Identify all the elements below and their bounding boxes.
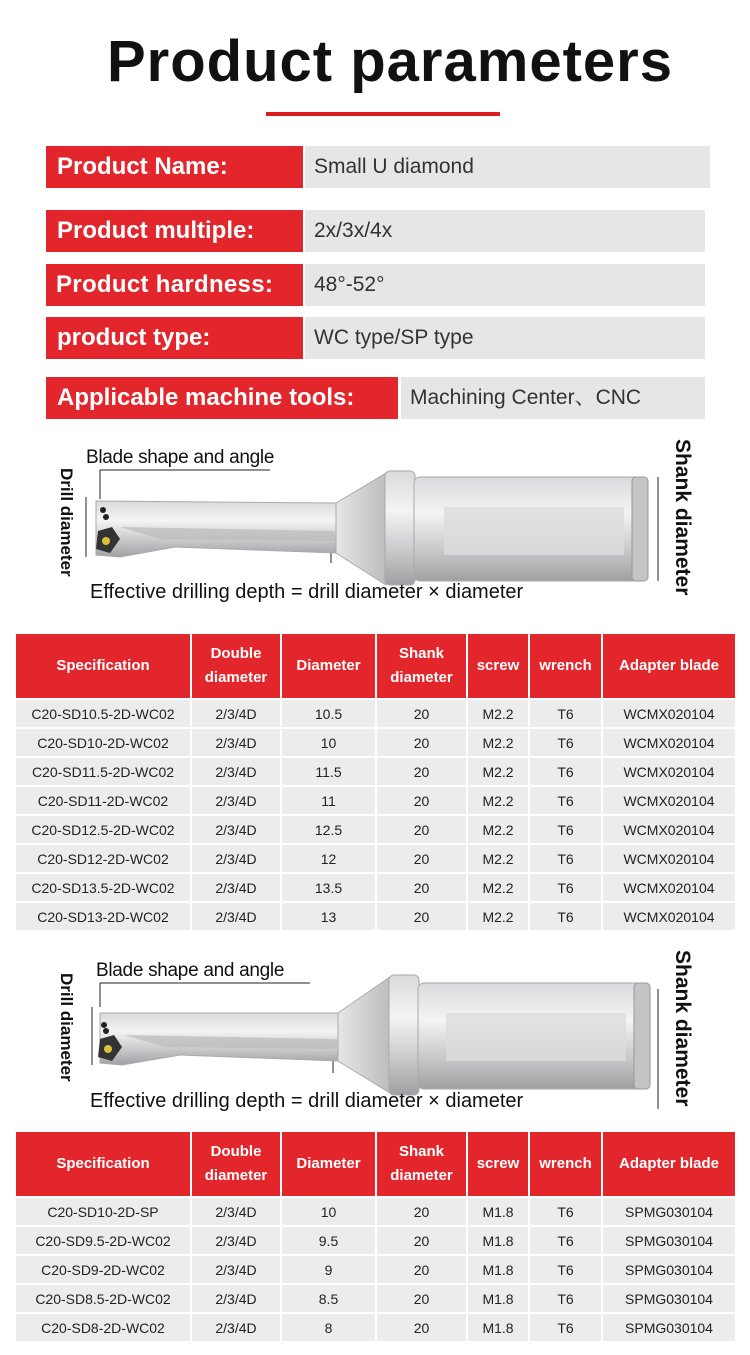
col-double-diameter: Double diameter [192,1132,282,1196]
param-label: Product Name: [46,146,303,188]
page-title: Product parameters [107,29,673,94]
param-value: Small U diamond [305,146,710,188]
param-label: Product hardness: [46,264,303,306]
table-row: C20-SD10-2D-WC02 2/3/4D 10 20 M2.2 T6 WCMX020104 [16,727,735,756]
table-row: C20-SD11-2D-WC02 2/3/4D 11 20 M2.2 T6 WCMX020104 [16,785,735,814]
param-value: 48°-52° [305,264,705,306]
spec-table-wc [16,634,735,930]
col-specification: Specification [16,634,192,698]
shank-diameter-label: Shank diameter [671,950,694,1107]
table-row: C20-SD12.5-2D-WC02 2/3/4D 12.5 20 M2.2 T6 WCMX020104 [16,814,735,843]
blade-shape-label: Blade shape and angle [96,960,285,981]
table-row: C20-SD9-2D-WC02 2/3/4D 9 20 M1.8 T6 SPMG030104 [16,1254,735,1283]
col-wrench: wrench [530,1132,603,1196]
drill-diameter-label: Drill diameter [57,973,76,1082]
col-shank-diameter: Shank diameter [377,1132,468,1196]
param-row-type [46,317,705,359]
table-row: C20-SD8.5-2D-WC02 2/3/4D 8.5 20 M1.8 T6 SPMG030104 [16,1283,735,1312]
col-diameter: Diameter [282,1132,377,1196]
drilling-depth-label: Effective drilling depth = drill diameter × diameter [90,581,524,603]
table-row: C20-SD8-2D-WC02 2/3/4D 8 20 M1.8 T6 SPMG030104 [16,1312,735,1341]
col-adapter-blade: Adapter blade [603,634,735,698]
col-wrench: wrench [530,634,603,698]
col-shank-diameter: Shank diameter [377,634,468,698]
blade-shape-label: Blade shape and angle [86,447,275,468]
spec-table-sp [16,1132,735,1341]
drilling-depth-label: Effective drilling depth = drill diameter × diameter [90,1090,524,1112]
drill-diameter-label: Drill diameter [57,468,76,577]
param-row-name [46,146,710,188]
drill-diagram-1 [0,435,750,615]
col-specification: Specification [16,1132,192,1196]
table-row: C20-SD10-2D-SP 2/3/4D 10 20 M1.8 T6 SPMG030104 [16,1196,735,1225]
table-header-row [16,634,735,698]
drill-diagram-2 [0,945,750,1125]
table-row: C20-SD13-2D-WC02 2/3/4D 13 20 M2.2 T6 WCMX020104 [16,901,735,930]
table-row: C20-SD13.5-2D-WC02 2/3/4D 13.5 20 M2.2 T6 WCMX020104 [16,872,735,901]
table-row: C20-SD9.5-2D-WC02 2/3/4D 9.5 20 M1.8 T6 SPMG030104 [16,1225,735,1254]
param-row-multiple [46,210,705,252]
title-underline [266,112,500,116]
param-label: Applicable machine tools: [46,377,398,419]
col-adapter-blade: Adapter blade [603,1132,735,1196]
param-label: Product multiple: [46,210,303,252]
col-screw: screw [468,1132,530,1196]
col-double-diameter: Double diameter [192,634,282,698]
shank-diameter-label: Shank diameter [671,439,694,596]
param-value: Machining Center、CNC [401,377,705,419]
col-screw: screw [468,634,530,698]
param-row-hardness [46,264,705,306]
param-row-machine-tools [46,377,705,419]
col-diameter: Diameter [282,634,377,698]
param-value: WC type/SP type [305,317,705,359]
table-row: C20-SD11.5-2D-WC02 2/3/4D 11.5 20 M2.2 T6 WCMX020104 [16,756,735,785]
table-header-row [16,1132,735,1196]
param-value: 2x/3x/4x [305,210,705,252]
table-row: C20-SD10.5-2D-WC02 2/3/4D 10.5 20 M2.2 T6 WCMX020104 [16,698,735,727]
table-row: C20-SD12-2D-WC02 2/3/4D 12 20 M2.2 T6 WCMX020104 [16,843,735,872]
param-label: product type: [46,317,303,359]
